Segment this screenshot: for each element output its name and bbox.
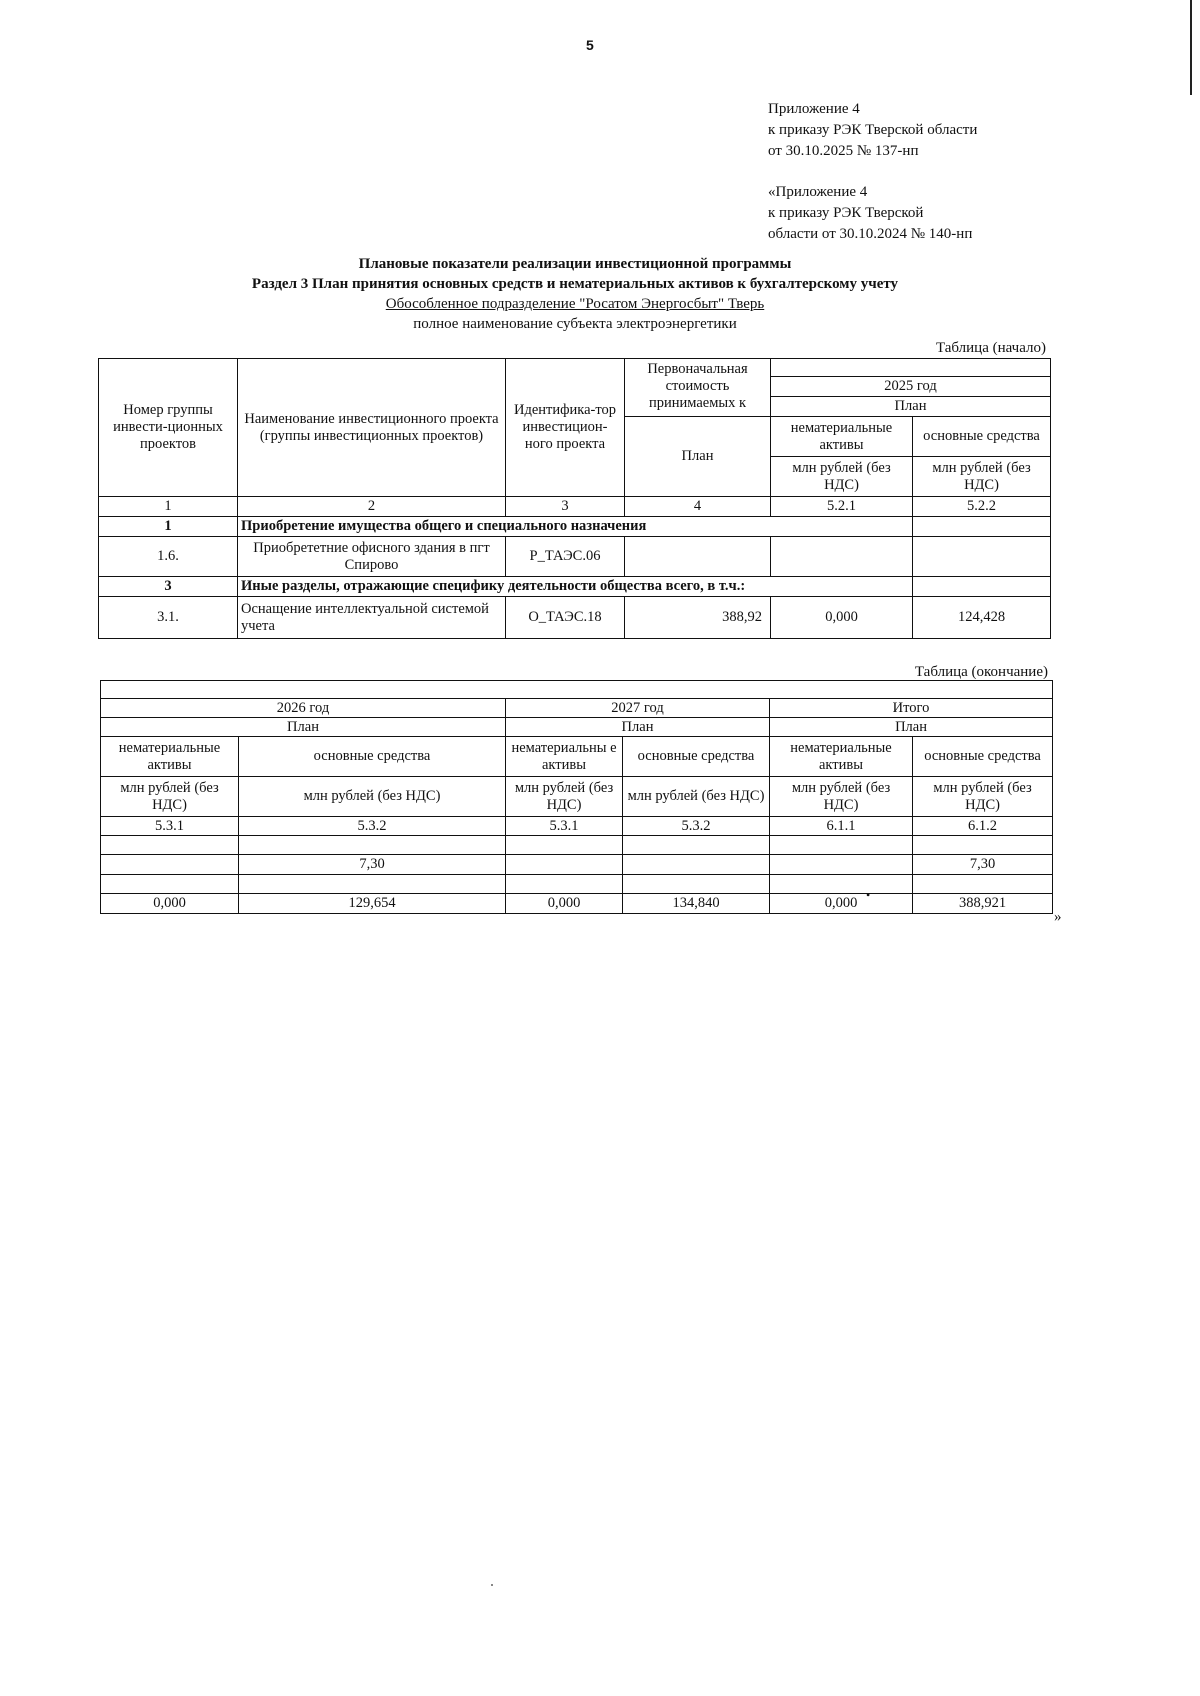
header-initial-cost-plan: План: [625, 417, 771, 497]
scan-speck: [491, 1584, 493, 1586]
document-title: [100, 254, 1050, 334]
table-row: [99, 537, 1051, 577]
header-fixed-assets: основные средства: [623, 737, 770, 777]
section-title: Иные разделы, отражающие специфику деятельности общества всего, в т.ч.:: [238, 577, 913, 597]
title-line1: Плановые показатели реализации инвестиционной программы: [358, 256, 792, 272]
table-row: [99, 597, 1051, 639]
header-initial-cost: Первоначальная стоимость принимаемых к: [625, 359, 771, 417]
value-cell: 388,921: [913, 894, 1053, 914]
header-project-name: Наименование инвестиционного проекта (группы инвестиционных проектов): [238, 359, 506, 497]
col-number: 3: [506, 497, 625, 517]
header-year-2027: 2027 год: [506, 699, 770, 718]
closing-quote: »: [1054, 909, 1062, 925]
header-intangible: нематериальные активы: [101, 737, 239, 777]
table-start-caption: Таблица (начало): [935, 340, 1046, 356]
header-plan-2025: План: [771, 397, 1051, 417]
row-number: 1.6.: [99, 537, 238, 577]
title-line2: Раздел 3 План принятия основных средств и нематериальных активов к бухгалтерскому учету: [251, 276, 899, 292]
header-plan: План: [506, 718, 770, 737]
header-intangible: нематериальные активы: [770, 737, 913, 777]
table-row: [101, 894, 1053, 914]
initial-cost: 388,92: [625, 597, 771, 639]
table-end: [100, 680, 1053, 914]
entity-caption: полное наименование субъекта электроэнергетики: [413, 316, 737, 332]
section-number: 1: [99, 517, 238, 537]
section-title: Приобретение имущества общего и специального назначения: [238, 517, 913, 537]
annex-current-line3: от 30.10.2025 № 137-нп: [768, 143, 919, 159]
header-unit-fixed: млн рублей (без НДС): [913, 457, 1051, 497]
header-plan: План: [770, 718, 1053, 737]
header-unit: млн рублей (без НДС): [623, 777, 770, 817]
header-identifier: Идентифика-тор инвестицион-ного проекта: [506, 359, 625, 497]
value-cell: [101, 855, 239, 875]
col-number: 1: [99, 497, 238, 517]
intangible-value: 0,000: [771, 597, 913, 639]
header-total: Итого: [770, 699, 1053, 718]
table-row: [101, 836, 1053, 855]
annex-current-line2: к приказу РЭК Тверской области: [768, 122, 978, 138]
stray-mark: •: [866, 888, 871, 902]
annex-current: [768, 99, 977, 162]
header-unit-intangible: млн рублей (без НДС): [771, 457, 913, 497]
margin-line: [1190, 0, 1192, 95]
page-number: 5: [586, 37, 594, 53]
header-fixed-assets: основные средства: [913, 417, 1051, 457]
header-unit: млн рублей (без НДС): [101, 777, 239, 817]
entity-name: Обособленное подразделение "Росатом Энергосбыт" Тверь: [385, 296, 765, 312]
col-number: 5.2.2: [913, 497, 1051, 517]
annex-previous-line3: области от 30.10.2024 № 140-нп: [768, 226, 973, 242]
annex-previous-line2: к приказу РЭК Тверской: [768, 205, 924, 221]
table-row: [101, 855, 1053, 875]
value-cell: 129,654: [239, 894, 506, 914]
empty-cell: [913, 577, 1051, 597]
header-unit: млн рублей (без НДС): [770, 777, 913, 817]
col-number: 5.2.1: [771, 497, 913, 517]
fixed-value: 124,428: [913, 597, 1051, 639]
header-intangible: нематериальные активы: [771, 417, 913, 457]
initial-cost: [625, 537, 771, 577]
intangible-value: [771, 537, 913, 577]
value-cell: 7,30: [239, 855, 506, 875]
section-row: [99, 517, 1051, 537]
fixed-value: [913, 537, 1051, 577]
col-number: 5.3.1: [101, 817, 239, 836]
value-cell: 0,000: [770, 894, 913, 914]
value-cell: [506, 855, 623, 875]
col-number: 6.1.2: [913, 817, 1053, 836]
table-row: [101, 875, 1053, 894]
section-number: 3: [99, 577, 238, 597]
section-row: [99, 577, 1051, 597]
header-intangible: нематериальны е активы: [506, 737, 623, 777]
project-name: Оснащение интеллектуальной системой учета: [238, 597, 506, 639]
header-unit: млн рублей (без НДС): [506, 777, 623, 817]
value-cell: 7,30: [913, 855, 1053, 875]
value-cell: 0,000: [101, 894, 239, 914]
value-cell: [770, 855, 913, 875]
value-cell: 0,000: [506, 894, 623, 914]
table-start: [98, 358, 1051, 639]
empty-cell: [913, 517, 1051, 537]
header-plan: План: [101, 718, 506, 737]
project-id: Р_ТАЭС.06: [506, 537, 625, 577]
value-cell: 134,840: [623, 894, 770, 914]
col-number: 6.1.1: [770, 817, 913, 836]
row-number: 3.1.: [99, 597, 238, 639]
column-number-row: [99, 497, 1051, 517]
project-name: Приобрететние офисного здания в пгт Спирово: [238, 537, 506, 577]
col-number: 5.3.1: [506, 817, 623, 836]
header-unit: млн рублей (без НДС): [239, 777, 506, 817]
header-unit: млн рублей (без НДС): [913, 777, 1053, 817]
col-number: 5.3.2: [239, 817, 506, 836]
col-number: 5.3.2: [623, 817, 770, 836]
header-fixed-assets: основные средства: [239, 737, 506, 777]
header-spacer: [101, 681, 1053, 699]
header-year-2026: 2026 год: [101, 699, 506, 718]
annex-previous: [768, 182, 972, 245]
col-number: 2: [238, 497, 506, 517]
header-fixed-assets: основные средства: [913, 737, 1053, 777]
col-number: 4: [625, 497, 771, 517]
value-cell: [623, 855, 770, 875]
project-id: О_ТАЭС.18: [506, 597, 625, 639]
header-spacer: [771, 359, 1051, 377]
table-end-caption: Таблица (окончание): [914, 664, 1048, 680]
header-year-2025: 2025 год: [771, 377, 1051, 397]
annex-current-line1: Приложение 4: [768, 101, 860, 117]
column-number-row: [101, 817, 1053, 836]
header-group-number: Номер группы инвести-ционных проектов: [99, 359, 238, 497]
annex-previous-line1: «Приложение 4: [768, 184, 868, 200]
